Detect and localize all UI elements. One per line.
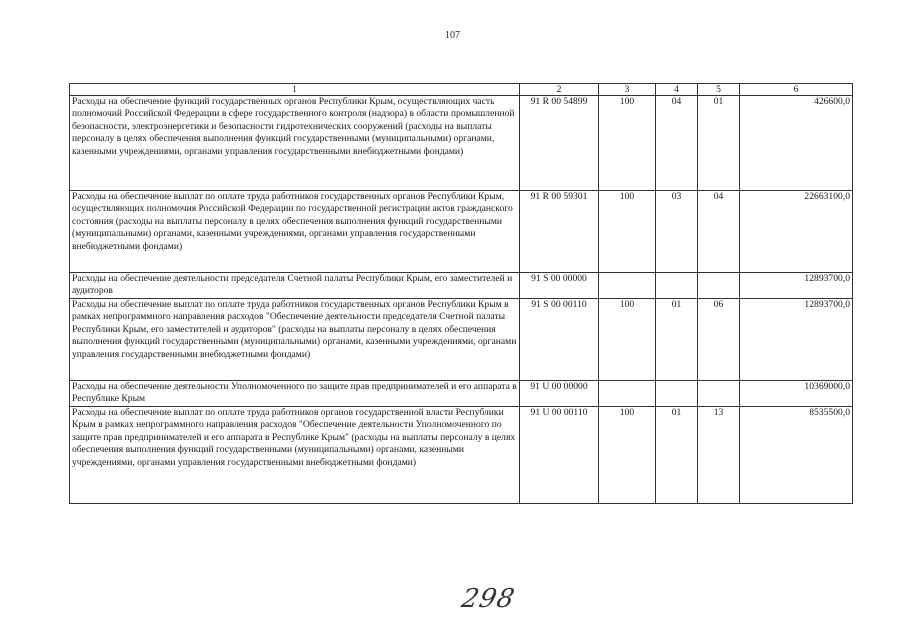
row-expense-type: 100 — [599, 96, 656, 191]
table-row — [70, 299, 853, 381]
row-expense-type — [599, 273, 656, 299]
row-amount: 12893700,0 — [740, 273, 853, 299]
row-expense-type: 100 — [599, 299, 656, 381]
row-description: Расходы на обеспечение функций государственных органов Республики Крым, осуществляющих часть полномочий Российской Федерации в сфере государственного контроля (надзора) в области промышленной безопасности, электроэнергетики и безопасности гидротехнических сооружений (расходы на выплаты персоналу в целях обеспечения выполнения функций государственными (муниципальными) органами, казенными учреждениями, органами управления государственными внебюджетными фондами) — [70, 96, 520, 191]
row-expense-type: 100 — [599, 407, 656, 504]
row-section: 01 — [656, 407, 698, 504]
row-section: 04 — [656, 96, 698, 191]
row-section: 01 — [656, 299, 698, 381]
table-row — [70, 96, 853, 191]
row-expense-type — [599, 381, 656, 407]
row-target-article: 91 S 00 00000 — [520, 273, 599, 299]
row-subsection — [698, 273, 740, 299]
row-target-article: 91 U 00 00110 — [520, 407, 599, 504]
row-section — [656, 381, 698, 407]
handwritten-sheet-number: 298 — [458, 584, 518, 614]
row-section: 03 — [656, 191, 698, 273]
row-section — [656, 273, 698, 299]
table-row — [70, 407, 853, 504]
row-subsection: 13 — [698, 407, 740, 504]
table-row — [70, 273, 853, 299]
row-subsection: 04 — [698, 191, 740, 273]
row-description: Расходы на обеспечение деятельности Уполномоченного по защите прав предпринимателей и его аппарата в Республике Крым — [70, 381, 520, 407]
column-header: 6 — [740, 84, 853, 96]
row-target-article: 91 S 00 00110 — [520, 299, 599, 381]
page-number: 107 — [445, 30, 460, 41]
row-description: Расходы на обеспечение деятельности председателя Счетной палаты Республики Крым, его заместителей и аудиторов — [70, 273, 520, 299]
row-target-article: 91 R 00 59301 — [520, 191, 599, 273]
table-header-row — [70, 84, 853, 96]
column-header: 5 — [698, 84, 740, 96]
budget-table — [69, 83, 853, 504]
row-expense-type: 100 — [599, 191, 656, 273]
column-header: 2 — [520, 84, 599, 96]
row-subsection: 06 — [698, 299, 740, 381]
column-header: 4 — [656, 84, 698, 96]
row-description: Расходы на обеспечение выплат по оплате труда работников органов государственной власти Республики Крым в рамках непрограммного направления расходов "Обеспечение деятельности Уполномоченного по защите прав предпринимателей и его аппарата в Республике Крым" (расходы на выплаты персоналу в целях обеспечения выполнения функций государственными (муниципальными) органами, казенными учреждениями, органами управления государственными внебюджетными фондами) — [70, 407, 520, 504]
table-row — [70, 381, 853, 407]
row-amount: 10369000,0 — [740, 381, 853, 407]
table-row — [70, 191, 853, 273]
row-subsection — [698, 381, 740, 407]
column-header: 3 — [599, 84, 656, 96]
row-target-article: 91 R 00 54899 — [520, 96, 599, 191]
row-description: Расходы на обеспечение выплат по оплате труда работников государственных органов Республики Крым в рамках непрограммного направления расходов "Обеспечение деятельности председателя Счетной палаты Республики Крым, его заместителей и аудиторов" (расходы на выплаты персоналу в целях обеспечения выполнения функций государственными (муниципальными) органами, казенными учреждениями, органами управления государственными внебюджетными фондами) — [70, 299, 520, 381]
row-amount: 22663100,0 — [740, 191, 853, 273]
row-subsection: 01 — [698, 96, 740, 191]
row-target-article: 91 U 00 00000 — [520, 381, 599, 407]
column-header: 1 — [70, 84, 520, 96]
row-amount: 8535500,0 — [740, 407, 853, 504]
row-amount: 426600,0 — [740, 96, 853, 191]
row-amount: 12893700,0 — [740, 299, 853, 381]
row-description: Расходы на обеспечение выплат по оплате труда работников государственных органов Республики Крым, осуществляющих полномочия Российской Федерации по государственной регистрации актов гражданского состояния (расходы на выплаты персоналу в целях обеспечения выполнения функций государственными (муниципальными) органами, казенными учреждениями, органами управления государственными внебюджетными фондами) — [70, 191, 520, 273]
